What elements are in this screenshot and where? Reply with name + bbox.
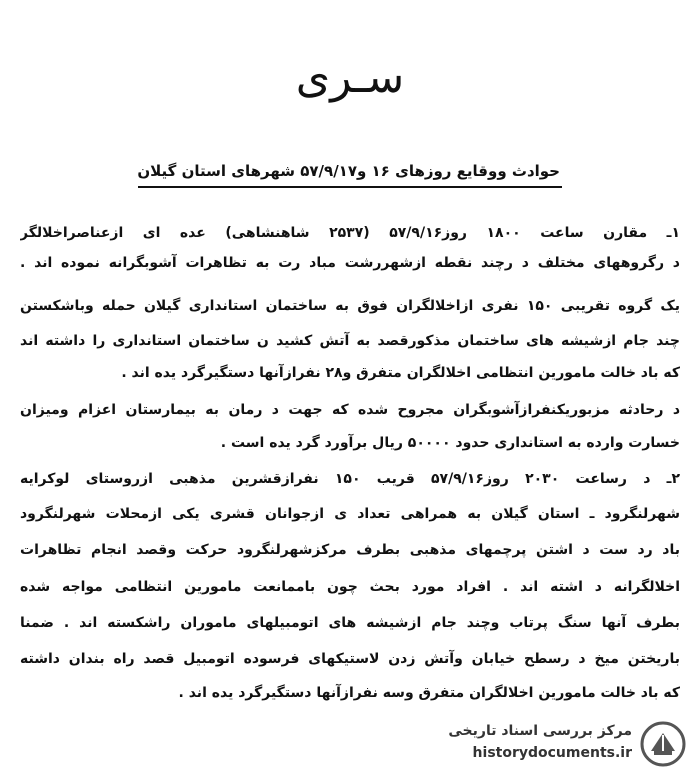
- watermark-url: historydocuments.ir: [472, 745, 632, 761]
- body-line: ۱ـ مقارن ساعت ۱۸۰۰ روز۵۷/۹/۱۶ (۲۵۳۷ شاهنشاهی) عده ای ازعناصراخلالگر: [20, 225, 680, 241]
- body-line: که باد خالت مامورین انتظامی اخلالگران متفرق و۲۸ نفرازآنها دستگیرگرد یده اند .: [121, 365, 680, 381]
- body-line: باریختن میخ د رسطح خیابان وآتش زدن لاستیکهای فرسوده اتومبیل قصد راه بندان داشته: [20, 651, 680, 667]
- classification-title: سـرى: [295, 52, 405, 103]
- body-line: شهرلنگرود ـ استان گیلان به همراهی تعداد ی ازجوانان قشری یکی ازمحلات شهرلنگرود: [20, 506, 680, 522]
- body-line: چند جام ازشیشه های ساختمان مذکورقصد به آتش کشید ن ساختمان استانداری را داشته اند: [20, 333, 680, 349]
- body-line: یک گروه تقریبی ۱۵۰ نفری ازاخلالگران فوق به ساختمان استانداری گیلان حمله وباشکستن: [20, 298, 680, 314]
- body-line: که باد خالت مامورین اخلالگران متفرق وسه نفرازآنها دستگیرگرد یده اند .: [178, 685, 680, 701]
- body-line: ۲ـ د رساعت ۲۰۳۰ روز۵۷/۹/۱۶ قریب ۱۵۰ نفرازقشرین مذهبی ازروستای لوکرایه: [20, 471, 680, 487]
- body-line: باد رد ست د اشتن پرچمهای مذهبی بطرف مرکزشهرلنگرود حرکت وقصد انجام تظاهرات: [20, 542, 680, 558]
- watermark: [396, 721, 686, 767]
- watermark-title: مرکز بررسی اسناد تاریخی: [448, 723, 632, 739]
- body-line: د رگروههای مختلف د رچند نقطه ازشهررشت مباد رت به تظاهرات آشوبگرانه نموده اند .: [20, 255, 680, 271]
- archive-book-logo-icon: [640, 721, 686, 767]
- body-line: د رحادثه مزبوریکنفرازآشوبگران مجروح شده که جهت د رمان به بیمارستان اعزام ومیزان: [20, 402, 680, 418]
- body-line: خسارت وارده به استانداری حدود ۵۰۰۰۰ ریال برآورد گرد یده است .: [220, 435, 680, 451]
- body-line: اخلالگرانه د اشته اند . افراد مورد بحث چون باممانعت مامورین انتظامی مواجه شده: [20, 579, 680, 595]
- heading-underline: [138, 186, 562, 188]
- document-heading: حوادث ووقایع روزهای ۱۶ و۵۷/۹/۱۷ شهرهای استان گیلان: [137, 162, 560, 180]
- body-line: بطرف آنها سنگ پرتاب وچند جام ازشیشه های اتومبیلهای ماموران راشکسته اند . ضمنا: [20, 615, 680, 631]
